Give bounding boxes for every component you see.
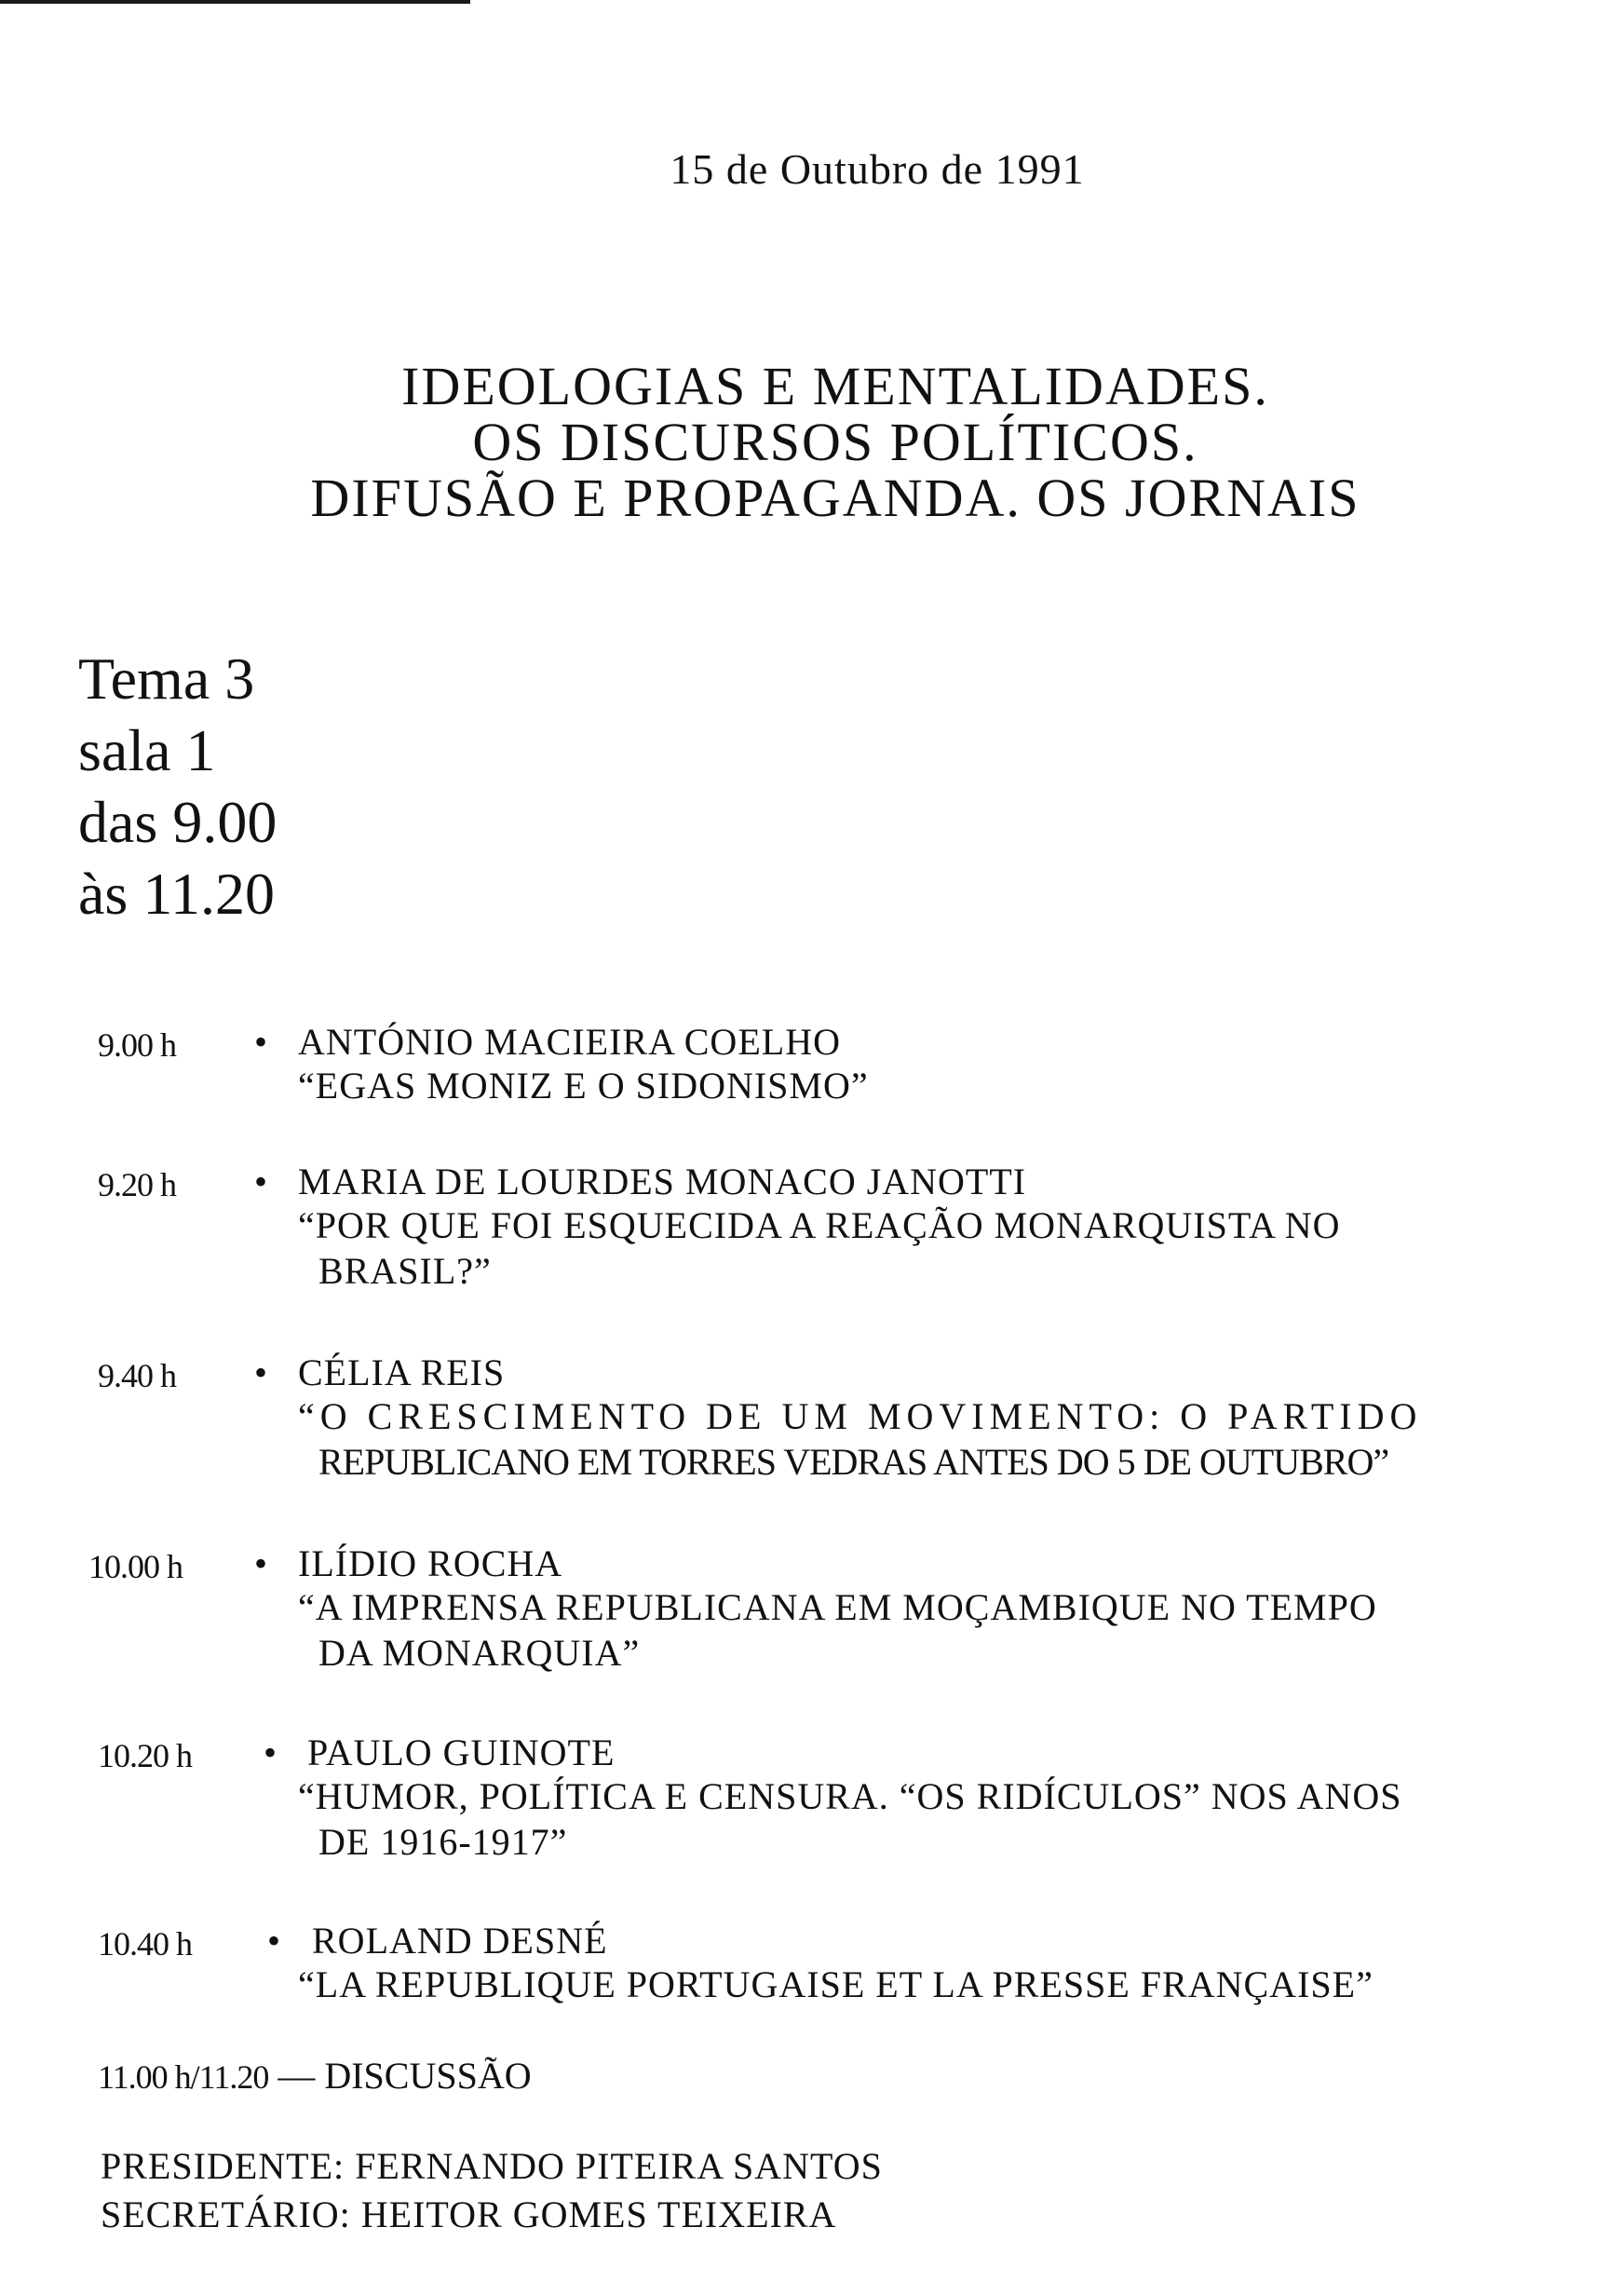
discussion-row — [98, 2054, 532, 2098]
session-title-line: “EGAS MONIZ E O SIDONISMO” — [298, 1065, 869, 1107]
session-title — [298, 1063, 1624, 1108]
discussion-label: DISCUSSÃO — [324, 2055, 532, 2097]
theme-start-time: das 9.00 — [78, 789, 277, 855]
session-officials — [101, 2142, 883, 2239]
session-speaker: MARIA DE LOURDES MONACO JANOTTI — [298, 1161, 1027, 1202]
session-time: 10.20 h — [98, 1737, 192, 1774]
title-line-3: DIFUSÃO E PROPAGANDA. OS JORNAIS — [310, 468, 1360, 528]
bullet-icon: • — [267, 1920, 281, 1962]
session-time: 9.00 h — [98, 1026, 176, 1064]
document-date: 15 de Outubro de 1991 — [670, 145, 1085, 193]
title-line-2: OS DISCURSOS POLÍTICOS. — [472, 412, 1198, 472]
secretary-line: SECRETÁRIO: HEITOR GOMES TEIXEIRA — [101, 2193, 837, 2235]
session-title — [298, 1393, 1624, 1485]
session-title-continuation: REPUBLICANO EM TORRES VEDRAS ANTES DO 5 DE OUTUBRO” — [318, 1441, 1389, 1483]
discussion-dash: — — [277, 2055, 316, 2097]
bullet-icon: • — [254, 1351, 268, 1393]
session-title-line: “O CRESCIMENTO DE UM MOVIMENTO: O PARTIDO — [298, 1395, 1423, 1437]
theme-number: Tema 3 — [78, 645, 255, 712]
title-line-1: IDEOLOGIAS E MENTALIDADES. — [401, 356, 1269, 416]
top-rule — [0, 0, 470, 4]
session-title-line: “HUMOR, POLÍTICA E CENSURA. “OS RIDÍCULOS” NOS ANOS — [298, 1775, 1402, 1817]
discussion-time: 11.00 h/11.20 — [98, 2058, 269, 2096]
session-title-line: “A IMPRENSA REPUBLICANA EM MOÇAMBIQUE NO TEMPO — [298, 1586, 1377, 1628]
session-title — [298, 1962, 1624, 2007]
session-speaker: ANTÓNIO MACIEIRA COELHO — [298, 1021, 841, 1063]
session-speaker: PAULO GUINOTE — [307, 1731, 616, 1773]
session-title-line: “LA REPUBLIQUE PORTUGAISE ET LA PRESSE FRANÇAISE” — [298, 1963, 1374, 2005]
bullet-icon: • — [254, 1161, 268, 1202]
document-title — [0, 356, 1624, 528]
session-title-continuation: DA MONARQUIA” — [318, 1632, 641, 1674]
session-speaker: ILÍDIO ROCHA — [298, 1542, 563, 1584]
session-title-line: “POR QUE FOI ESQUECIDA A REAÇÃO MONARQUISTA NO — [298, 1204, 1341, 1246]
session-title-continuation: DE 1916-1917” — [318, 1821, 568, 1863]
theme-room: sala 1 — [78, 717, 216, 783]
session-time: 10.00 h — [88, 1548, 183, 1585]
session-speaker: ROLAND DESNÉ — [312, 1920, 608, 1962]
session-title — [298, 1773, 1624, 1865]
session-title — [298, 1202, 1624, 1294]
session-title-continuation: BRASIL?” — [318, 1250, 492, 1292]
session-title — [298, 1584, 1624, 1676]
session-time: 9.40 h — [98, 1357, 176, 1394]
theme-info — [78, 643, 277, 930]
session-time: 9.20 h — [98, 1166, 176, 1203]
session-speaker: CÉLIA REIS — [298, 1351, 506, 1393]
session-time: 10.40 h — [98, 1925, 192, 1962]
bullet-icon: • — [264, 1731, 277, 1773]
president-line: PRESIDENTE: FERNANDO PITEIRA SANTOS — [101, 2145, 883, 2187]
bullet-icon: • — [254, 1542, 268, 1584]
bullet-icon: • — [254, 1021, 268, 1063]
theme-end-time: às 11.20 — [78, 861, 275, 927]
